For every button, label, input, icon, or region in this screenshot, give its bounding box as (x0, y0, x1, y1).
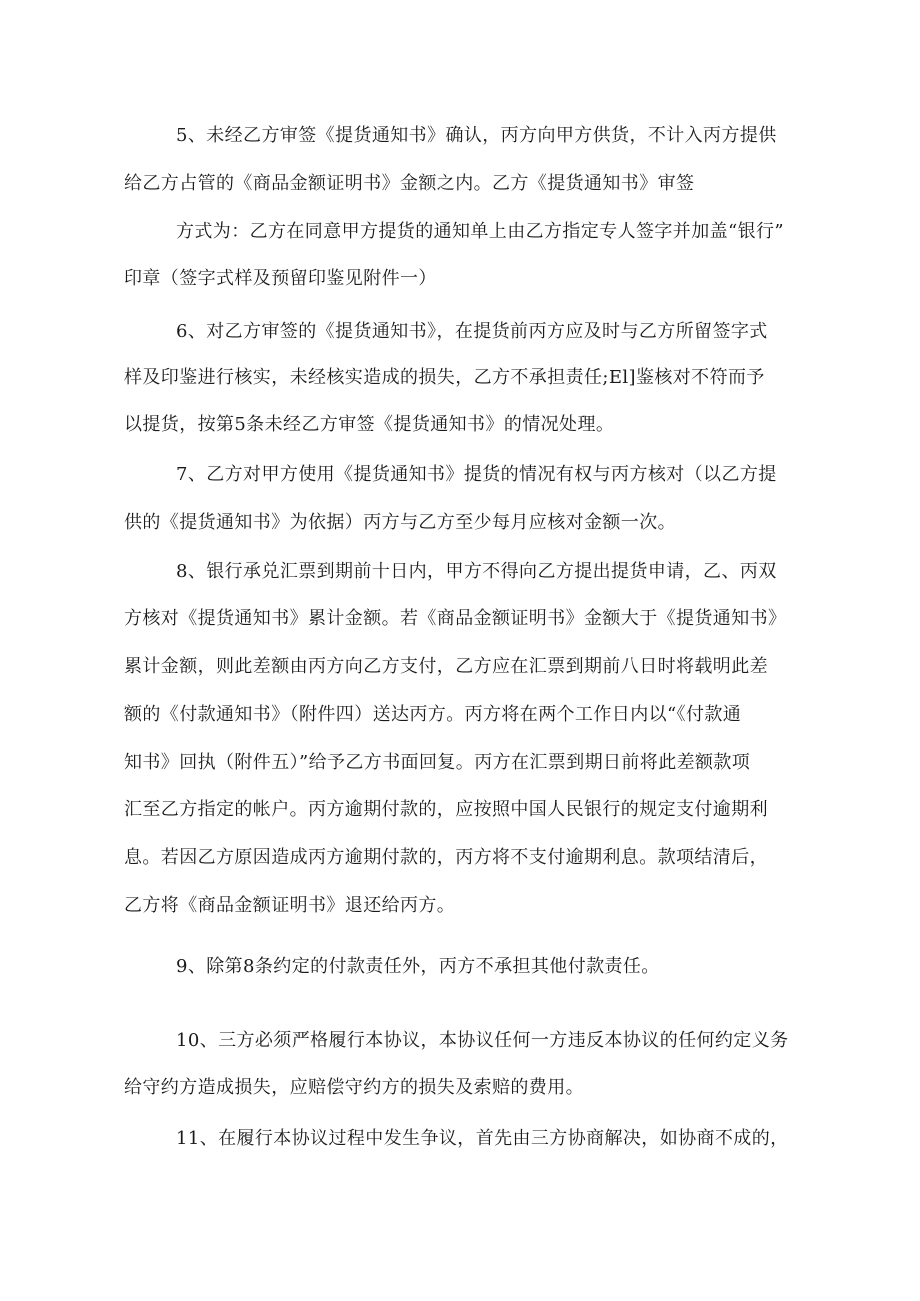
clause-8-line-6: 汇至乙方指定的帐户。丙方逾期付款的，应按照中国人民银行的规定支付逾期利 (124, 799, 768, 820)
clause-8-line-5: 知书》回执（附件五）”给予乙方书面回复。丙方在汇票到期日前将此差额款项 (124, 752, 751, 773)
clause-5-method-line-1: 方式为：乙方在同意甲方提货的通知单上由乙方指定专人签字并加盖“银行” (176, 221, 785, 242)
clause-8-line-3: 累计金额，则此差额由丙方向乙方支付，乙方应在汇票到期前八日时将载明此差 (124, 656, 768, 677)
clause-10-line-1: 10、三方必须严格履行本协议，本协议任何一方违反本协议的任何约定义务 (176, 1030, 789, 1051)
clause-10-line-2: 给守约方造成损失，应赔偿守约方的损失及索赔的费用。 (124, 1077, 584, 1098)
clause-9-line-1: 9、除第8条约定的付款责任外，丙方不承担其他付款责任。 (176, 956, 660, 977)
clause-8-line-7: 息。若因乙方原因造成丙方逾期付款的，丙方将不支付逾期利息。款项结清后， (124, 847, 768, 868)
clause-8-line-1: 8、银行承兑汇票到期前十日内，甲方不得向乙方提出提货申请，乙、丙双 (176, 561, 777, 582)
clause-5-method-line-2: 印章（签字式样及预留印鉴见附件一） (124, 268, 437, 289)
clause-8-line-2: 方核对《提货通知书》累计金额。若《商品金额证明书》金额大于《提货通知书》 (124, 608, 787, 629)
clause-6-line-1: 6、对乙方审签的《提货通知书》，在提货前丙方应及时与乙方所留签字式 (176, 321, 768, 342)
clause-5-line-2: 给乙方占管的《商品金额证明书》金额之内。乙方《提货通知书》审签 (124, 173, 695, 194)
clause-7-line-2: 供的《提货通知书》为依据）丙方与乙方至少每月应核对金额一次。 (124, 512, 676, 533)
clause-7-line-1: 7、乙方对甲方使用《提货通知书》提货的情况有权与丙方核对（以乙方提 (176, 464, 777, 485)
clause-8-line-4: 额的《付款通知书》（附件四）送达丙方。丙方将在两个工作日内以“《付款通 (124, 704, 742, 725)
clause-6-line-3: 以提货，按第5条未经乙方审签《提货通知书》的情况处理。 (124, 414, 615, 435)
clause-5-line-1: 5、未经乙方审签《提货通知书》确认，丙方向甲方供货，不计入丙方提供 (176, 125, 777, 146)
clause-6-line-2: 样及印鉴进行核实，未经核实造成的损失，乙方不承担责任;El]鉴核对不符而予 (124, 367, 765, 388)
clause-8-line-8: 乙方将《商品金额证明书》退还给丙方。 (124, 895, 456, 916)
clause-11-line-1: 11、在履行本协议过程中发生争议，首先由三方协商解决，如协商不成的， (176, 1128, 789, 1149)
